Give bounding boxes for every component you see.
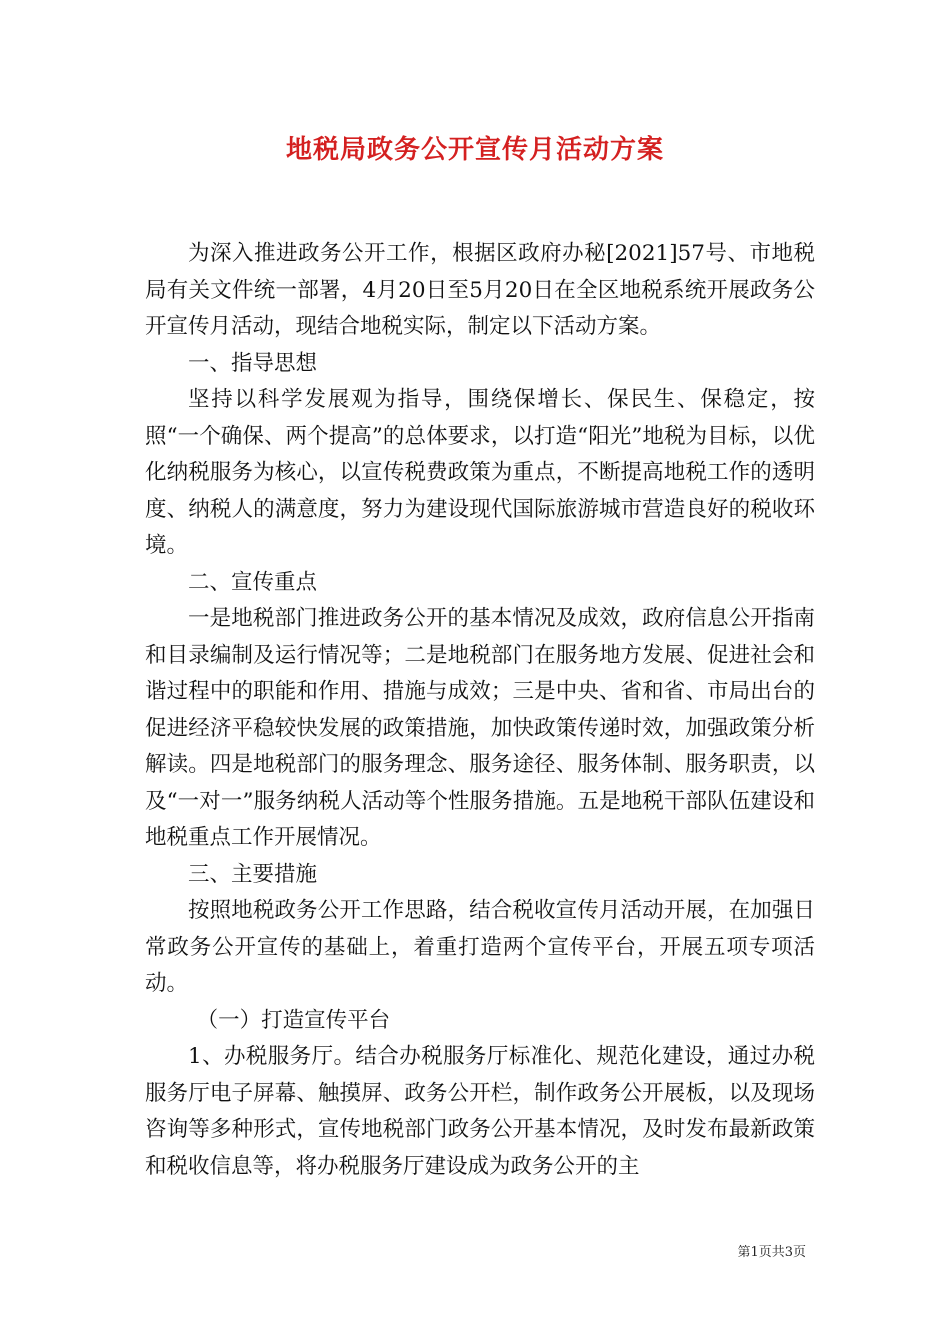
section-heading-guiding-ideology: 一、指导思想 xyxy=(188,350,318,376)
document-title: 地税局政务公开宣传月活动方案 xyxy=(285,135,664,165)
tax-service-hall-paragraph: 1、办税服务厅。结合办税服务厅标准化、规范化建设，通过办税服务厅电子屏幕、触摸屏、政务公开栏，制作政务公开展板，以及现场咨询等多种形式，宣传地税部门政务公开基本情况，及时发布最新政策和税收信息等，将办税服务厅建设成为政务公开的主 xyxy=(145,1044,815,1179)
main-measures-paragraph: 按照地税政务公开工作思路，结合税收宣传月活动开展，在加强日常政务公开宣传的基础上，着重打造两个宣传平台，开展五项专项活动。 xyxy=(145,898,815,996)
section-heading-publicity-focus: 二、宣传重点 xyxy=(188,569,318,595)
document-body xyxy=(145,236,815,1185)
intro-paragraph: 为深入推进政务公开工作，根据区政府办秘[2021]57号、市地税局有关文件统一部署，4月20日至5月20日在全区地税系统开展政务公开宣传月活动，现结合地税实际，制定以下活动方案。 xyxy=(145,241,815,339)
page-number: 第1页共3页 xyxy=(737,1245,806,1260)
publicity-focus-paragraph: 一是地税部门推进政务公开的基本情况及成效，政府信息公开指南和目录编制及运行情况等；二是地税部门在服务地方发展、促进社会和谐过程中的职能和作用、措施与成效；三是中央、省和省、市局出台的促进经济平稳较快发展的政策措施，加快政策传递时效，加强政策分析解读。四是地税部门的服务理念、服务途径、服务体制、服务职责，以及“一对一”服务纳税人活动等个性服务措施。五是地税干部队伍建设和地税重点工作开展情况。 xyxy=(145,606,815,850)
section-heading-main-measures: 三、主要措施 xyxy=(188,861,318,887)
subsection-heading-platform: （一）打造宣传平台 xyxy=(196,1007,391,1033)
guiding-ideology-paragraph: 坚持以科学发展观为指导，围绕保增长、保民生、保稳定，按照“一个确保、两个提高”的总体要求，以打造“阳光”地税为目标，以优化纳税服务为核心，以宣传税费政策为重点，不断提高地税工作的透明度、纳税人的满意度，努力为建设现代国际旅游城市营造良好的税收环境。 xyxy=(145,387,815,558)
